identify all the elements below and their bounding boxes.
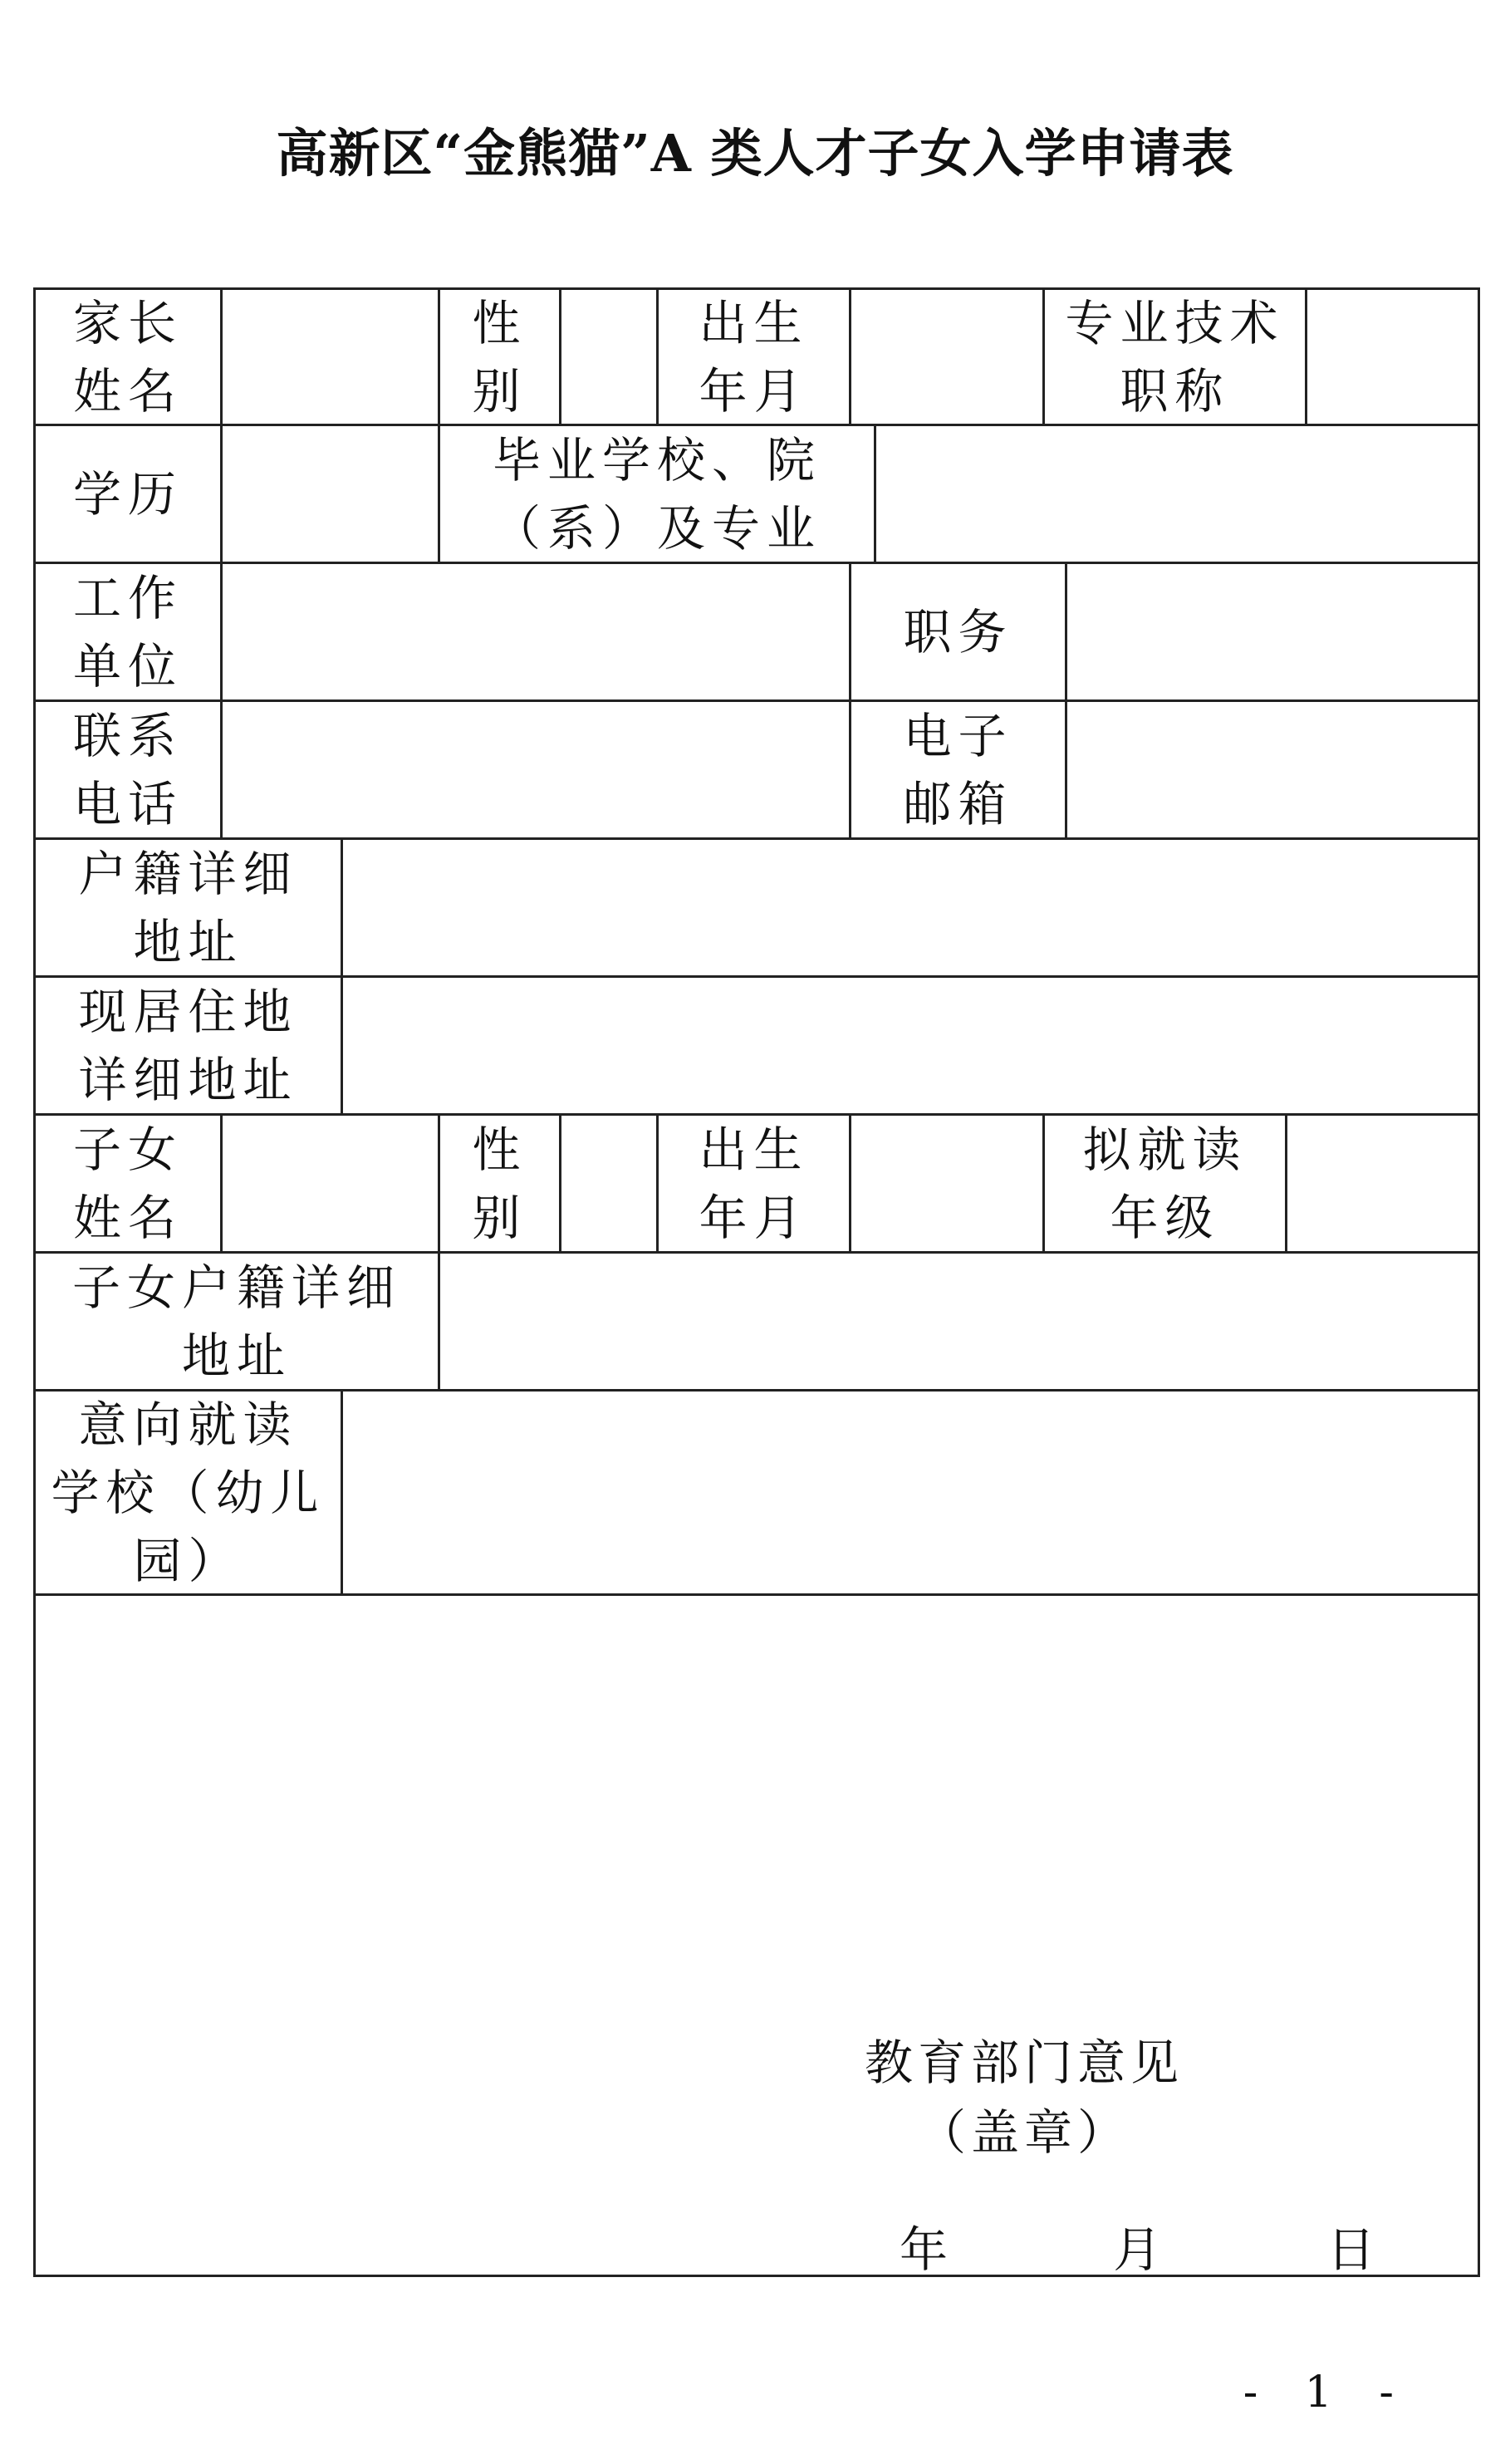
residence-address-field[interactable] — [343, 978, 1478, 1113]
parent-birth-field[interactable] — [851, 290, 1045, 424]
opinion-label: 教育部门意见 — [864, 2035, 1184, 2091]
phone-field[interactable] — [223, 702, 851, 837]
intended-school-row — [33, 1392, 1480, 1596]
email-label: 电子 邮箱 — [851, 702, 1067, 837]
residence-address-label: 现居住地 详细地址 — [36, 978, 343, 1113]
education-row — [33, 426, 1480, 564]
employer-label: 工作 单位 — [36, 564, 223, 699]
email-field[interactable] — [1067, 702, 1478, 837]
parent-gender-field[interactable] — [561, 290, 659, 424]
parent-gender-label: 性 别 — [440, 290, 561, 424]
child-birth-field[interactable] — [851, 1116, 1045, 1251]
child-name-field[interactable] — [223, 1116, 440, 1251]
child-hukou-row — [33, 1254, 1480, 1392]
position-label: 职务 — [851, 564, 1067, 699]
seal-label: （盖章） — [917, 2104, 1130, 2161]
intended-grade-label: 拟就读 年级 — [1045, 1116, 1287, 1251]
hukou-address-field[interactable] — [343, 840, 1478, 975]
date-line: 年 月 日 — [900, 2221, 1380, 2278]
position-field[interactable] — [1067, 564, 1478, 699]
intended-school-label: 意向就读 学校（幼儿 园） — [36, 1392, 343, 1593]
hukou-row — [33, 840, 1480, 978]
child-info-row — [33, 1116, 1480, 1254]
opinion-box[interactable] — [33, 1596, 1480, 2277]
parent-name-label: 家长 姓名 — [36, 290, 223, 424]
work-row — [33, 564, 1480, 702]
graduate-school-label: 毕业学校、院 （系）及专业 — [440, 426, 876, 562]
child-hukou-label: 子女户籍详细 地址 — [36, 1254, 440, 1389]
child-name-label: 子女 姓名 — [36, 1116, 223, 1251]
degree-field[interactable] — [223, 426, 440, 562]
contact-row — [33, 702, 1480, 840]
parent-info-row — [33, 287, 1480, 426]
intended-grade-field[interactable] — [1287, 1116, 1478, 1251]
hukou-address-label: 户籍详细 地址 — [36, 840, 343, 975]
degree-label: 学历 — [36, 426, 223, 562]
phone-label: 联系 电话 — [36, 702, 223, 837]
professional-title-label: 专业技术 职称 — [1045, 290, 1307, 424]
professional-title-field[interactable] — [1307, 290, 1478, 424]
residence-row — [33, 978, 1480, 1116]
parent-name-field[interactable] — [223, 290, 440, 424]
parent-birth-label: 出生 年月 — [659, 290, 851, 424]
child-hukou-field[interactable] — [440, 1254, 1478, 1389]
intended-school-field[interactable] — [343, 1392, 1478, 1593]
child-birth-label: 出生 年月 — [659, 1116, 851, 1251]
page-number: - 1 - — [1243, 2368, 1410, 2417]
application-form — [33, 287, 1480, 2277]
opinion-block — [833, 2028, 1215, 2167]
graduate-school-field[interactable] — [876, 426, 1478, 562]
employer-field[interactable] — [223, 564, 851, 699]
child-gender-field[interactable] — [561, 1116, 659, 1251]
form-title: 高新区“金熊猫”A 类人才子女入学申请表 — [276, 123, 1234, 184]
child-gender-label: 性 别 — [440, 1116, 561, 1251]
